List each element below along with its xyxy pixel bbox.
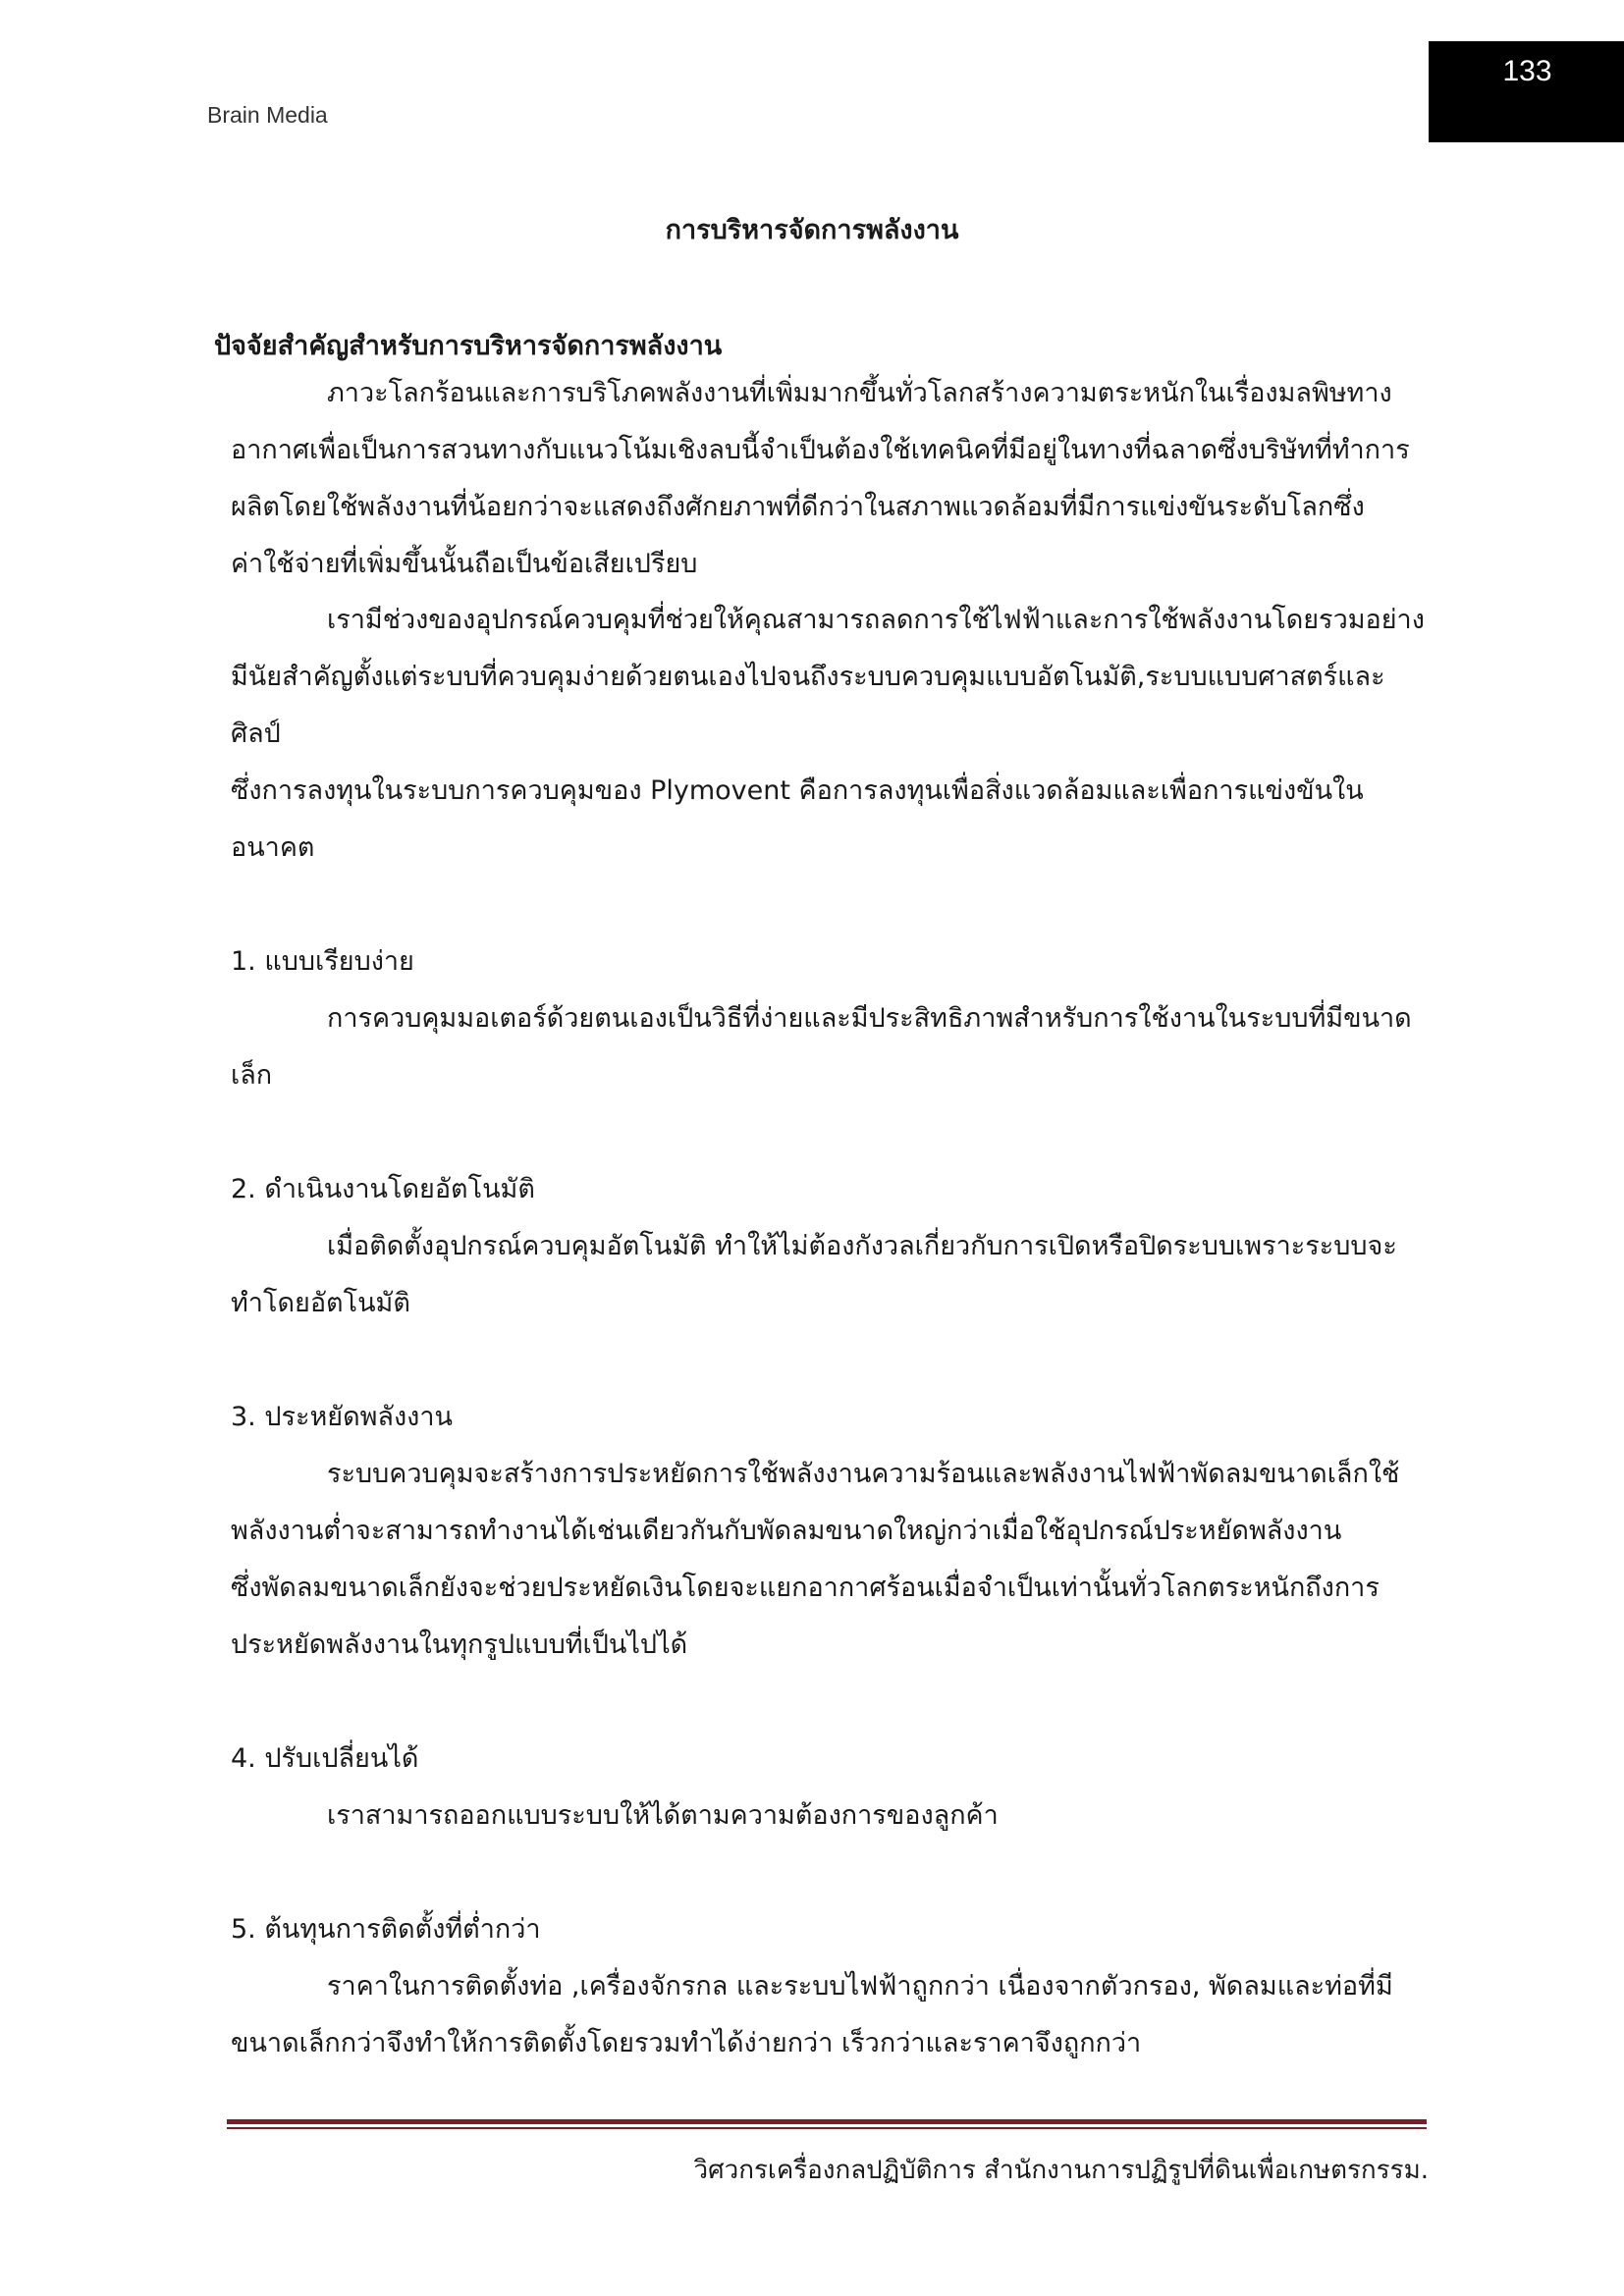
intro-line: ซึ่งการลงทุนในระบบการควบคุมของ Plymovent คือการลงทุนเพื่อสิ่งแวดล้อมและเพื่อการแข่งขันใน (231, 775, 1364, 806)
footer-text: วิศวกรเครื่องกลปฏิบัติการ สำนักงานการปฏิรูปที่ดินเพื่อเกษตรกรรม. (693, 2156, 1429, 2185)
intro-line: ศิลป์ (231, 719, 281, 749)
item-line: เราสามารถออกแบบระบบให้ได้ตามความต้องการของลูกค้า (327, 1800, 999, 1831)
item-heading: 5. ต้นทุนการติดตั้งที่ต่ำกว่า (231, 1914, 541, 1945)
intro-line: มีนัยสำคัญตั้งแต่ระบบที่ควบคุมง่ายด้วยตนเองไปจนถึงระบบควบคุมแบบอัตโนมัติ,ระบบแบบศาสตร์และ (231, 662, 1385, 692)
intro-line: อากาศเพื่อเป็นการสวนทางกับแนวโน้มเชิงลบนี้จำเป็นต้องใช้เทคนิคที่มีอยู่ในทางที่ฉลาดซึ่งบริษัทที่ทำการ (231, 435, 1410, 465)
item-line: การควบคุมมอเตอร์ด้วยตนเองเป็นวิธีที่ง่ายและมีประสิทธิภาพสำหรับการใช้งานในระบบที่มีขนาด (327, 1003, 1412, 1034)
item-line: เมื่อติดตั้งอุปกรณ์ควบคุมอัตโนมัติ ทำให้ไม่ต้องกังวลเกี่ยวกับการเปิดหรือปิดระบบเพราะระบบจะ (327, 1231, 1397, 1261)
item-line: พลังงานต่ำจะสามารถทำงานได้เช่นเดียวกันกับพัดลมขนาดใหญ่กว่าเมื่อใช้อุปกรณ์ประหยัดพลังงาน (231, 1516, 1342, 1546)
item-heading: 3. ประหยัดพลังงาน (231, 1402, 453, 1432)
footer-rule-thin (227, 2127, 1427, 2129)
intro-line: ค่าใช้จ่ายที่เพิ่มขึ้นนั้นถือเป็นข้อเสียเปรียบ (231, 549, 698, 579)
item-line: ระบบควบคุมจะสร้างการประหยัดการใช้พลังงานความร้อนและพลังงานไฟฟ้าพัดลมขนาดเล็กใช้ (327, 1459, 1400, 1489)
intro-line: ภาวะโลกร้อนและการบริโภคพลังงานที่เพิ่มมากขึ้นทั่วโลกสร้างความตระหนักในเรื่องมลพิษทาง (327, 378, 1392, 408)
item-heading: 1. แบบเรียบง่าย (231, 946, 414, 977)
page-number-box (1429, 41, 1624, 142)
page-title: การบริหารจัดการพลังงาน (665, 215, 959, 245)
item-line: ขนาดเล็กกว่าจึงทำให้การติดตั้งโดยรวมทำได้ง่ายกว่า เร็วกว่าและราคาจึงถูกกว่า (231, 2028, 1142, 2058)
item-heading: 2. ดำเนินงานโดยอัตโนมัติ (231, 1174, 535, 1204)
item-line: ราคาในการติดตั้งท่อ ,เครื่องจักรกล และระบบไฟฟ้าถูกกว่า เนื่องจากตัวกรอง, พัดลมและท่อที่มี (327, 1971, 1393, 2002)
section-heading: ปัจจัยสำคัญสำหรับการบริหารจัดการพลังงาน (214, 331, 723, 361)
item-heading: 4. ปรับเปลี่ยนได้ (231, 1743, 419, 1774)
intro-line: อนาคต (231, 832, 315, 863)
item-line: ซึ่งพัดลมขนาดเล็กยังจะช่วยประหยัดเงินโดยจะแยกอากาศร้อนเมื่อจำเป็นเท่านั้นทั่วโลกตระหนักถึงการ (231, 1573, 1380, 1603)
intro-line: ผลิตโดยใช้พลังงานที่น้อยกว่าจะแสดงถึงศักยภาพที่ดีกว่าในสภาพแวดล้อมที่มีการแข่งขันระดับโลกซึ่ง (231, 492, 1365, 522)
publisher-label: Brain Media (207, 102, 328, 128)
item-line: ทำโดยอัตโนมัติ (231, 1288, 410, 1318)
item-line: ประหยัดพลังงานในทุกรูปแบบที่เป็นไปได้ (231, 1629, 688, 1660)
item-line: เล็ก (231, 1060, 273, 1091)
footer-rule-thick (227, 2119, 1427, 2124)
intro-line: เรามีช่วงของอุปกรณ์ควบคุมที่ช่วยให้คุณสามารถลดการใช้ไฟฟ้าและการใช้พลังงานโดยรวมอย่าง (327, 605, 1425, 635)
page-number: 133 (1502, 55, 1552, 87)
